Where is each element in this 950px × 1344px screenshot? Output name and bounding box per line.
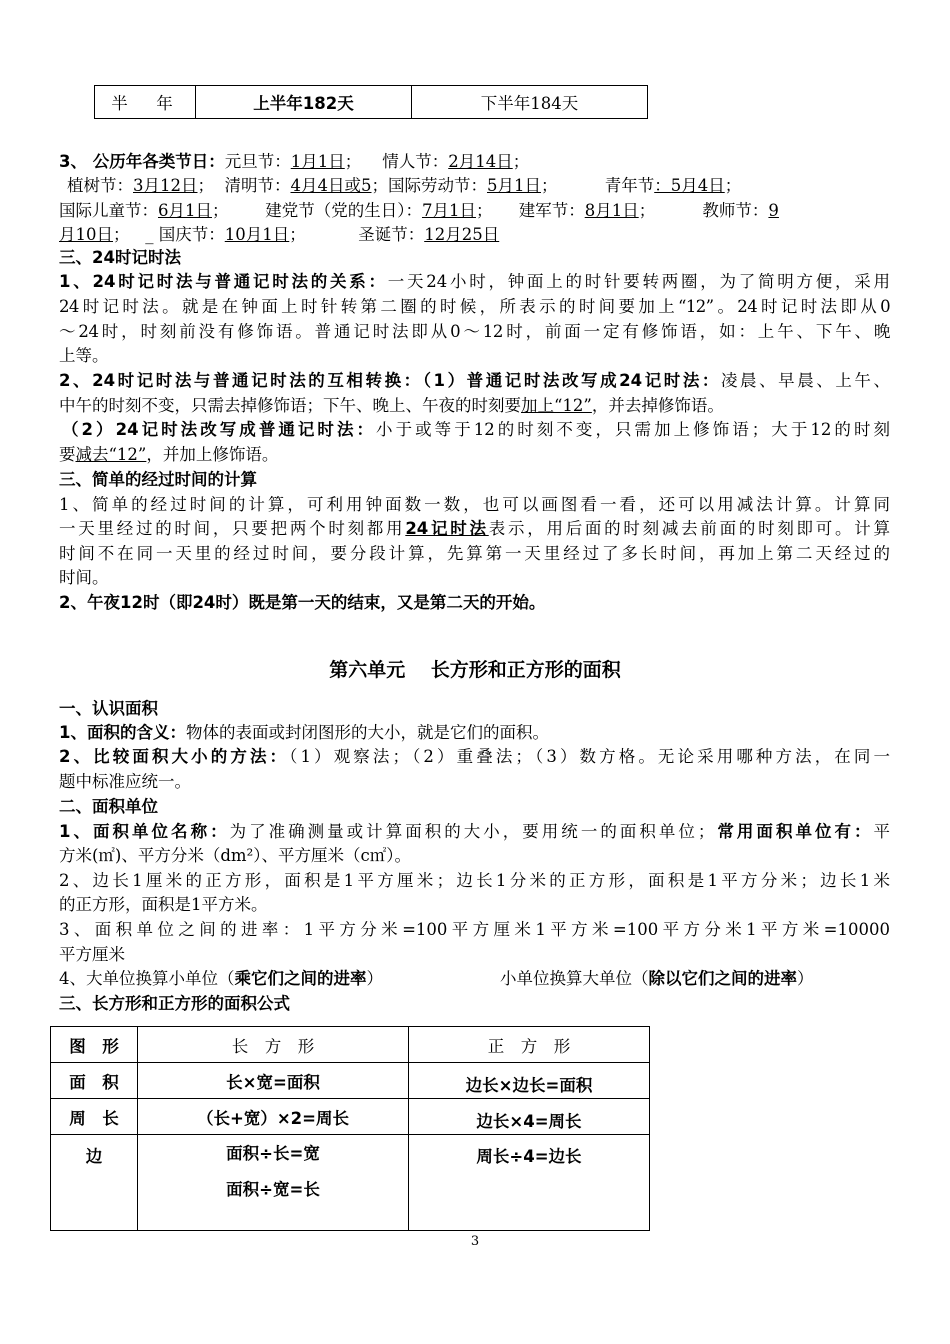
unit6-s1-heading: 一、认识面积 [59, 699, 158, 718]
formula-table [50, 1026, 650, 1231]
unit6-s1-2: 2、比较面积大小的方法：（1）观察法；（2）重叠法；（3）数方格。无论采用哪种方法，在同一 [59, 747, 891, 766]
elapsed-line-1: 1、简单的经过时间的计算，可利用钟面数一数，也可以画图看一看，还可以用减法计算。计算同 [59, 495, 890, 514]
unit6-s2-4-a: 4、大单位换算小单位（乘它们之间的进率） [59, 969, 383, 988]
holidays-line-2: 植树节：3月12日； 清明节：4月4日或5；国际劳动节：5月1日； 青年节：5月4日； [67, 176, 742, 195]
sec24-p1-line-4: 上等。 [59, 346, 109, 365]
unit6-s1-2-line-2: 题中标准应统一。 [59, 772, 191, 791]
holidays-line-1: 3、 公历年各类节日：元旦节：1月1日； 情人节：2月14日； [59, 152, 530, 171]
sec24-p2-line-1: 2、24时记时法与普通记时法的互相转换：（1）普通记时法改写成24记时法：凌晨、早晨、上午、 [59, 371, 890, 390]
unit6-s2-1-line-2: 方米(㎡)、平方分米（dm²）、平方厘米（c㎡）。 [59, 846, 411, 865]
sec24-p1-line-3: ～24时，时刻前没有修饰语。普通记时法即从0～12时，前面一定有修饰语，如：上午、下午、晚 [59, 322, 890, 341]
top-table [94, 85, 648, 119]
formula-header-shape: 图 形 [51, 1027, 138, 1063]
unit6-s2-3: 3、面积单位之间的进率：1平方分米=100平方厘米1平方米=100平方分米1平方米=10000 [59, 920, 890, 939]
top-table-first-half: 上半年182天 [196, 86, 412, 119]
formula-row-perimeter-label: 周 长 [51, 1099, 138, 1135]
holidays-line-3: 国际儿童节：6月1日； 建党节（党的生日）：7月1日； 建军节：8月1日； 教师节：9 [59, 201, 779, 220]
formula-square-perimeter: 边长×4=周长 [409, 1099, 650, 1135]
formula-rect-area: 长×宽=面积 [138, 1063, 409, 1099]
sec24-p1-line-1: 1、24时记时法与普通记时法的关系：一天24小时，钟面上的时针要转两圈，为了简明方便，采用 [59, 272, 890, 291]
formula-rect-width: 面积÷长=宽 [226, 1144, 320, 1163]
unit6-s2-3-line-2: 平方厘米 [59, 945, 125, 964]
sec24-p1-line-2: 24时记时法。就是在钟面上时针转第二圈的时候，所表示的时间要加上“12”。24时记时法即从0 [59, 297, 890, 316]
sec24-p2-line-3: （2）24记时法改写成普通记时法：小于或等于12的时刻不变，只需加上修饰语；大于12的时刻 [62, 420, 890, 439]
formula-rect-side [138, 1135, 409, 1231]
unit6-s1-1: 1、面积的含义：物体的表面或封闭图形的大小，就是它们的面积。 [59, 723, 549, 742]
formula-rect-perimeter: （长+宽）×2=周长 [138, 1099, 409, 1135]
elapsed-line-4: 时间。 [59, 568, 109, 587]
unit6-s2-1: 1、面积单位名称：为了准确测量或计算面积的大小，要用统一的面积单位；常用面积单位有：平 [59, 822, 891, 841]
elapsed-line-5: 2、午夜12时（即24时）既是第一天的结束，又是第二天的开始。 [59, 593, 546, 612]
formula-row-area-label: 面 积 [51, 1063, 138, 1099]
formula-square-side: 周长÷4=边长 [409, 1135, 650, 1231]
formula-rect-length: 面积÷宽=长 [226, 1180, 320, 1199]
unit6-s2-4-b: 小单位换算大单位（除以它们之间的进率） [500, 969, 814, 988]
sec24-p2-line-4: 要减去“12”，并加上修饰语。 [59, 445, 279, 464]
unit6-s3-heading: 三、长方形和正方形的面积公式 [59, 994, 290, 1013]
sec24-heading: 三、24时记时法 [59, 248, 181, 267]
unit6-s2-2: 2、边长1厘米的正方形，面积是1平方厘米；边长1分米的正方形，面积是1平方分米；边长1米 [59, 871, 890, 890]
elapsed-line-2: 一天里经过的时间，只要把两个时刻都用24记时法表示，用后面的时刻减去前面的时刻即可。计算 [59, 519, 891, 538]
unit6-title: 第六单元 长方形和正方形的面积 [329, 659, 621, 681]
sec24-p2-line-2: 中午的时刻不变，只需去掉修饰语；下午、晚上、午夜的时刻要加上“12”，并去掉修饰语。 [59, 396, 724, 415]
unit6-s2-2-line-2: 的正方形，面积是1平方米。 [59, 895, 268, 914]
holidays-line-4: 月10日； _ 国庆节：10月1日； 圣诞节：12月25日 [59, 225, 500, 244]
formula-square-area: 边长×边长=面积 [409, 1063, 650, 1099]
formula-header-rect: 长 方 形 [138, 1027, 409, 1063]
unit6-s2-heading: 二、面积单位 [59, 797, 158, 816]
page-number: 3 [470, 1234, 480, 1249]
formula-row-side-label: 边 [51, 1135, 138, 1231]
elapsed-heading: 三、简单的经过时间的计算 [59, 470, 257, 489]
elapsed-line-3: 时间不在同一天里的经过时间，要分段计算，先算第一天里经过了多长时间，再加上第二天经过的 [59, 544, 890, 563]
holidays-heading: 3、 公历年各类节日： [59, 152, 225, 171]
formula-header-square: 正 方 形 [409, 1027, 650, 1063]
top-table-second-half: 下半年184天 [412, 86, 648, 119]
top-table-half-year: 半 年 [95, 86, 196, 119]
